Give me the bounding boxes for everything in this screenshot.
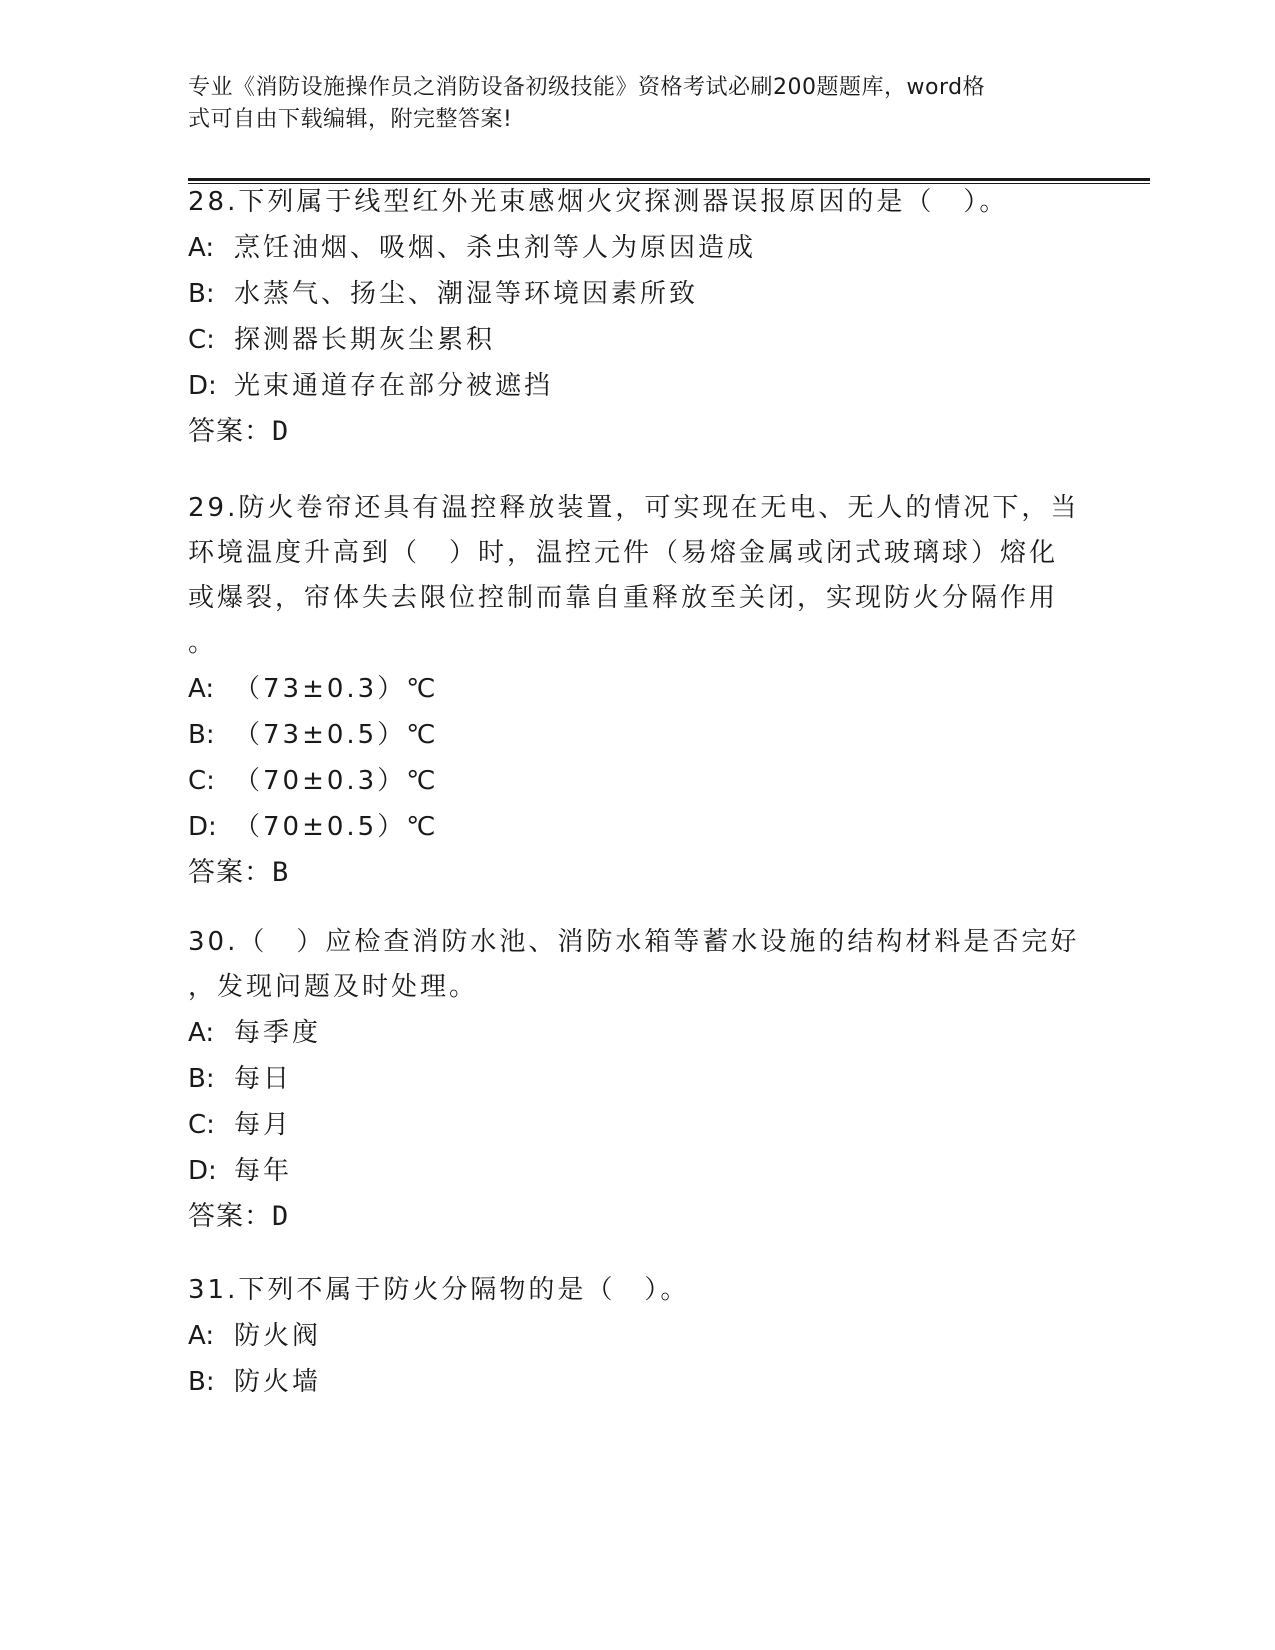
question-stem-line: 29.防火卷帘还具有温控释放装置，可实现在无电、无人的情况下，当 xyxy=(188,493,1080,523)
option-c xyxy=(188,1102,1088,1148)
option-key: B: xyxy=(188,279,215,309)
question-stem-line: 30.（ ）应检查消防水池、消防水箱等蓄水设施的结构材料是否完好 xyxy=(188,927,1080,957)
option-d xyxy=(188,804,1088,850)
question-stem-line: 。 xyxy=(188,628,218,658)
question-30 xyxy=(188,920,1088,1240)
option-b xyxy=(188,1359,1088,1405)
option-text: 每日 xyxy=(234,1064,293,1094)
option-d xyxy=(188,363,1088,409)
option-c xyxy=(188,758,1088,804)
question-stem-line: 环境温度升高到（ ）时，温控元件（易熔金属或闭式玻璃球）熔化 xyxy=(188,538,1059,568)
option-key: A: xyxy=(188,674,215,704)
option-key: A: xyxy=(188,233,215,263)
option-text: 烹饪油烟、吸烟、杀虫剂等人为原因造成 xyxy=(234,233,757,263)
option-text: （73±0.5）℃ xyxy=(234,720,439,750)
option-key: A: xyxy=(188,1018,215,1048)
question-stem-line: 31.下列不属于防火分隔物的是（ ）。 xyxy=(188,1275,690,1305)
document-header xyxy=(188,72,1068,136)
option-key: D: xyxy=(188,812,217,842)
option-key: C: xyxy=(188,766,215,796)
header-line-2: 式可自由下载编辑，附完整答案! xyxy=(188,107,513,132)
option-key: D: xyxy=(188,1156,217,1186)
question-stem-line: ，发现问题及时处理。 xyxy=(188,972,479,1002)
question-stem-line: 或爆裂，帘体失去限位控制而靠自重释放至关闭，实现防火分隔作用 xyxy=(188,583,1059,613)
option-a xyxy=(188,666,1088,712)
answer-label: 答案： xyxy=(188,1201,272,1232)
answer-line xyxy=(188,409,1088,455)
question-29 xyxy=(188,486,1088,896)
option-a xyxy=(188,225,1088,271)
option-text: 每季度 xyxy=(234,1018,322,1048)
option-b xyxy=(188,1056,1088,1102)
option-text: 探测器长期灰尘累积 xyxy=(234,325,496,355)
answer-value: B xyxy=(272,857,290,888)
option-text: 每月 xyxy=(234,1110,293,1140)
answer-value: D xyxy=(272,1201,290,1232)
answer-line xyxy=(188,1194,1088,1240)
header-line-1: 专业《消防设施操作员之消防设备初级技能》资格考试必刷200题题库，word格 xyxy=(188,75,986,100)
option-text: 水蒸气、扬尘、潮湿等环境因素所致 xyxy=(234,279,699,309)
option-b xyxy=(188,271,1088,317)
option-d xyxy=(188,1148,1088,1194)
option-key: C: xyxy=(188,325,215,355)
option-text: 每年 xyxy=(234,1156,293,1186)
answer-line xyxy=(188,850,1088,896)
answer-label: 答案： xyxy=(188,857,272,888)
option-text: （73±0.3）℃ xyxy=(234,674,439,704)
option-c xyxy=(188,317,1088,363)
option-key: B: xyxy=(188,1064,215,1094)
option-key: B: xyxy=(188,1367,215,1397)
answer-value: D xyxy=(272,416,290,447)
answer-label: 答案： xyxy=(188,416,272,447)
question-31 xyxy=(188,1268,1088,1405)
option-key: B: xyxy=(188,720,215,750)
option-text: （70±0.3）℃ xyxy=(234,766,439,796)
option-a xyxy=(188,1010,1088,1056)
option-key: D: xyxy=(188,371,217,401)
question-stem-line: 28.下列属于线型红外光束感烟火灾探测器误报原因的是（ ）。 xyxy=(188,187,1009,217)
option-b xyxy=(188,712,1088,758)
question-28 xyxy=(188,180,1088,455)
option-a xyxy=(188,1313,1088,1359)
option-key: A: xyxy=(188,1321,215,1351)
option-text: 防火墙 xyxy=(234,1367,322,1397)
option-key: C: xyxy=(188,1110,215,1140)
option-text: （70±0.5）℃ xyxy=(234,812,439,842)
option-text: 光束通道存在部分被遮挡 xyxy=(234,371,554,401)
option-text: 防火阀 xyxy=(234,1321,322,1351)
